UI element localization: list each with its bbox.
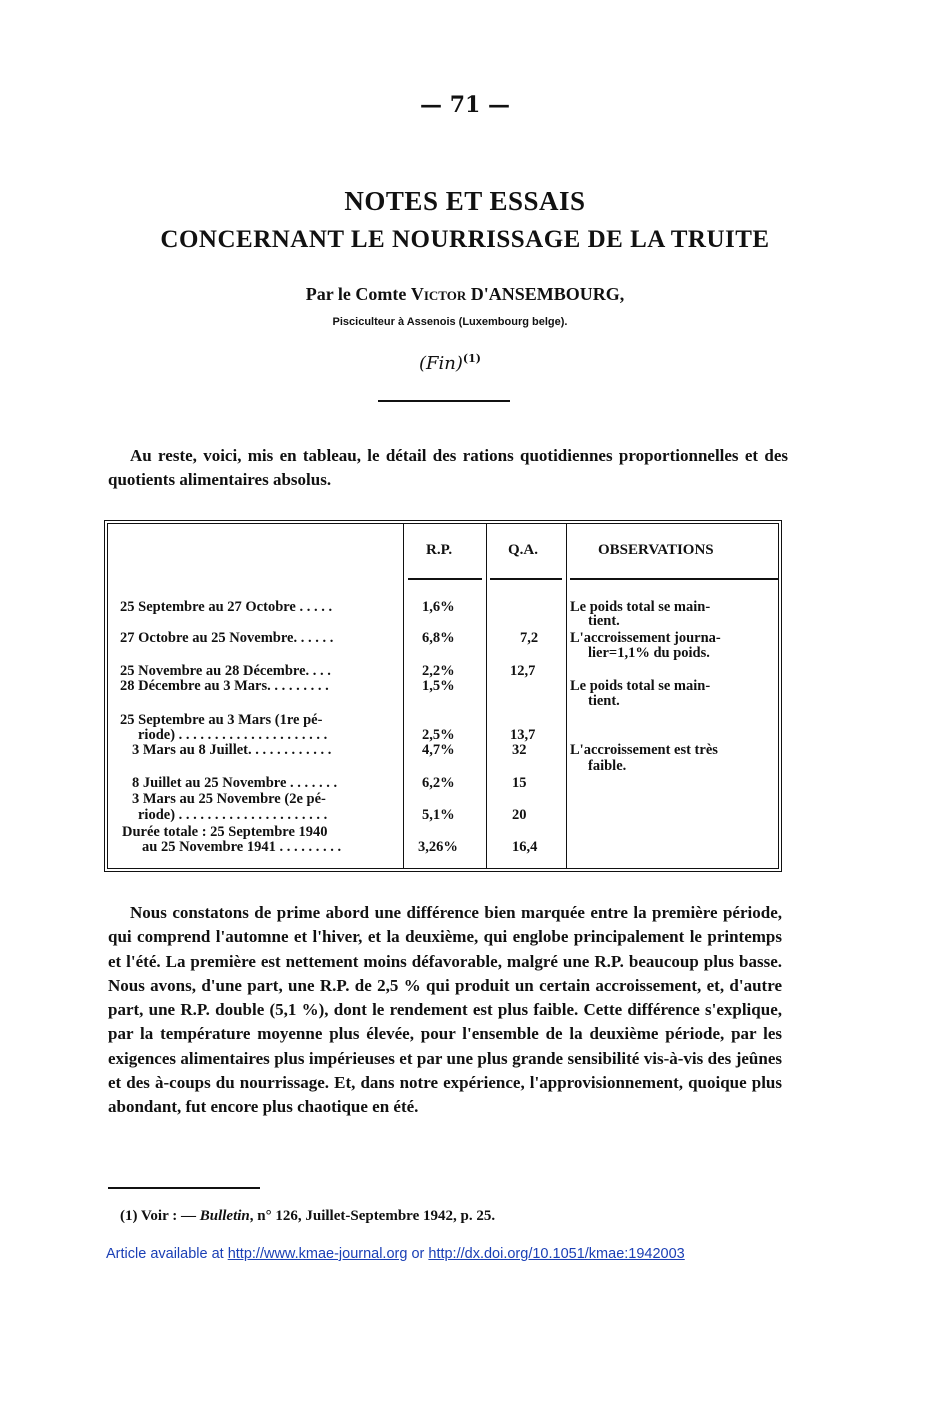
table-cell-obs: faible. <box>588 758 627 774</box>
header-observations: OBSERVATIONS <box>598 542 714 558</box>
table-cell-period: Durée totale : 25 Septembre 1940 <box>122 824 328 840</box>
table-cell-period: riode) . . . . . . . . . . . . . . . . . . . . . <box>138 807 328 823</box>
table-cell-obs: Le poids total se main- <box>570 599 711 615</box>
author-affiliation: Pisciculteur à Assenois (Luxembourg belge). <box>332 316 568 328</box>
page-number: — 71 — <box>420 92 510 118</box>
table-cell-obs: tient. <box>588 693 620 709</box>
footnote-prefix: (1) Voir : — <box>120 1208 200 1224</box>
article-title-line-1: NOTES ET ESSAIS <box>344 186 586 216</box>
table-cell-obs: L'accroissement est très <box>570 742 718 758</box>
table-cell-rp: 6,8% <box>422 630 455 646</box>
table-divider <box>403 524 404 868</box>
header-rule <box>490 578 562 580</box>
table-cell-rp: 3,26% <box>418 839 458 855</box>
separator-rule <box>378 400 510 402</box>
table-divider <box>566 524 567 868</box>
table-cell-obs: tient. <box>588 613 620 629</box>
author-surname: D'ANSEMBOURG, <box>466 284 625 304</box>
article-availability <box>106 1246 685 1262</box>
table-cell-rp: 2,5% <box>422 727 455 743</box>
table-cell-period: 28 Décembre au 3 Mars. . . . . . . . . <box>120 678 329 694</box>
intro-paragraph-text: Au reste, voici, mis en tableau, le détail des rations quotidiennes proportionnelles et des quotients alimentaires absolus. <box>108 446 788 490</box>
article-title-line-2: CONCERNANT LE NOURRISSAGE DE LA TRUITE <box>160 226 770 253</box>
footnote-rest: , n° 126, Juillet-Septembre 1942, p. 25. <box>249 1208 496 1224</box>
table-cell-rp: 1,6% <box>422 599 455 615</box>
table-cell-period: riode) . . . . . . . . . . . . . . . . . . . . . <box>138 727 328 743</box>
table-cell-period: 25 Novembre au 28 Décembre. . . . <box>120 663 331 679</box>
footnote <box>120 1208 495 1225</box>
table-cell-period: 25 Septembre au 3 Mars (1re pé- <box>120 712 323 728</box>
footnote-rule <box>108 1187 260 1189</box>
author-prefix: Par le Comte <box>305 284 411 304</box>
table-cell-rp: 2,2% <box>422 663 455 679</box>
journal-link[interactable]: http://www.kmae-journal.org <box>227 1246 408 1262</box>
header-rule <box>570 578 778 580</box>
table-cell-rp: 5,1% <box>422 807 455 823</box>
table-cell-period: 25 Septembre au 27 Octobre . . . . . <box>120 599 333 615</box>
table-cell-rp: 4,7% <box>422 742 455 758</box>
table-cell-qa: 12,7 <box>510 663 536 679</box>
header-qa: Q.A. <box>508 542 538 558</box>
author-line <box>0 284 930 305</box>
fin-text: (Fin) <box>419 353 463 374</box>
table-cell-period: 3 Mars au 25 Novembre (2e pé- <box>132 791 326 807</box>
table-cell-period: au 25 Novembre 1941 . . . . . . . . . <box>142 839 342 855</box>
table-cell-qa: 13,7 <box>510 727 536 743</box>
main-paragraph <box>108 901 782 1120</box>
article-link-middle: or <box>407 1246 429 1262</box>
header-rp: R.P. <box>426 542 453 558</box>
table-cell-obs: lier=1,1% du poids. <box>588 645 710 661</box>
author-first-name: Victor <box>410 284 467 304</box>
table-cell-rp: 6,2% <box>422 775 455 791</box>
fin-marker <box>0 352 900 374</box>
table-cell-obs: L'accroissement journa- <box>570 630 721 646</box>
table-cell-qa: 32 <box>512 742 527 758</box>
table-cell-period: 27 Octobre au 25 Novembre. . . . . . <box>120 630 334 646</box>
doi-link[interactable]: http://dx.doi.org/10.1051/kmae:1942003 <box>428 1246 685 1262</box>
intro-paragraph <box>108 444 788 493</box>
header-rule <box>408 578 482 580</box>
table-cell-qa: 15 <box>512 775 527 791</box>
fin-footnote-ref: (1) <box>462 352 481 365</box>
table-divider <box>486 524 487 868</box>
footnote-journal: Bulletin <box>199 1208 250 1224</box>
table-cell-period: 3 Mars au 8 Juillet. . . . . . . . . . . . <box>132 742 332 758</box>
table-cell-qa: 7,2 <box>520 630 539 646</box>
table-cell-period: 8 Juillet au 25 Novembre . . . . . . . <box>132 775 338 791</box>
table-cell-qa: 20 <box>512 807 527 823</box>
article-link-prefix: Article available at <box>106 1246 228 1262</box>
rations-table <box>104 520 782 872</box>
main-paragraph-text: Nous constatons de prime abord une différence bien marquée entre la première période, qui comprend l'automne et l'hiver, et la deuxième, qui englobe principalement le printemps et l'été. La première est nettement moins défavorable, malgré une R.P. beaucoup plus basse. Nous avons, d'une part, une R.P. de 2,5 % qui produit un certain accroissement, et, d'autre part, une R.P. double (5,1 %), dont le rendement est plus faible. Cette différence s'explique, par la température moyenne plus élevée, pour l'ensemble de la deuxième période, par les exigences alimentaires plus impérieuses et par une plus grande sensibilité vis-à-vis des jeûnes et des à-coups du nourrissage. Et, dans notre expérience, l'approvisionnement, quoique plus abondant, fut encore plus chaotique en été. <box>108 903 782 1117</box>
table-cell-qa: 16,4 <box>512 839 538 855</box>
table-cell-rp: 1,5% <box>422 678 455 694</box>
table-cell-obs: Le poids total se main- <box>570 678 711 694</box>
